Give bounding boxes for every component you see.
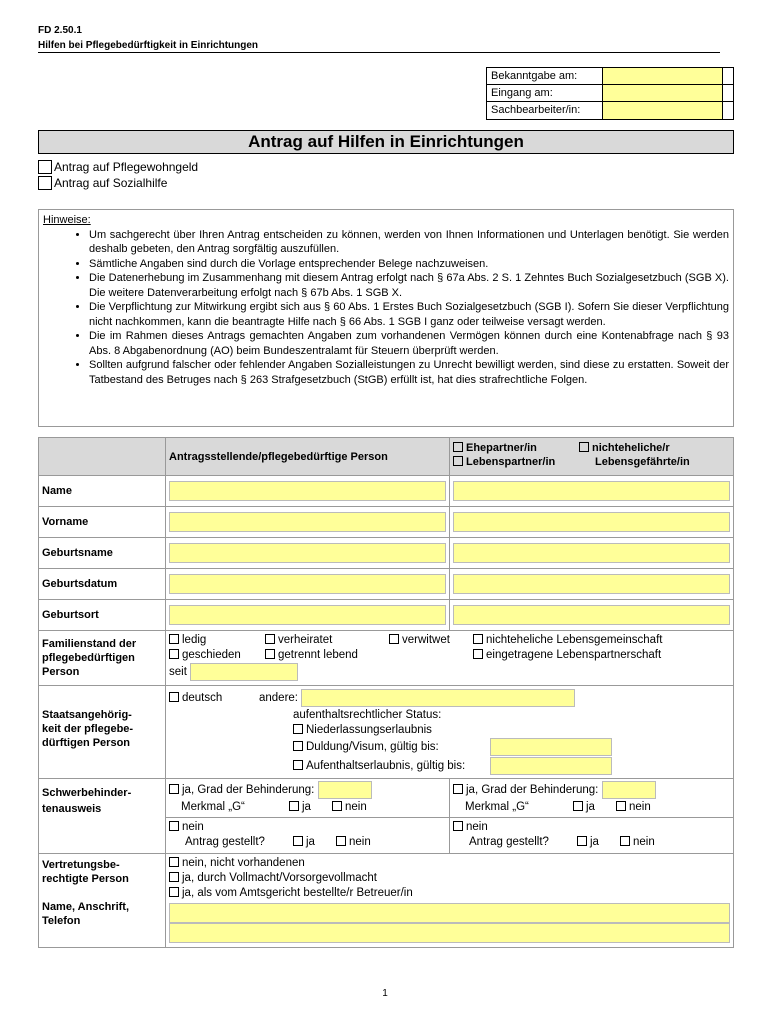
lebensgefaehrte-checkbox[interactable] <box>579 442 589 452</box>
ehepartner-checkbox[interactable] <box>453 442 463 452</box>
name-label: Name <box>39 476 166 507</box>
partner-grad-field[interactable] <box>602 781 656 799</box>
partner-schwer-ja-checkbox[interactable] <box>453 784 463 794</box>
note-item: • Sollten aufgrund falscher oder fehlender Angaben Sozialleistungen zu Unrecht bewilligt werden, sind diese zu erstatten. Soweit der Tatbestand des Betruges nach § 263 Strafgesetzbuch (StGB) erfüllt ist, hat dies strafrechtliche Folgen. <box>89 358 729 387</box>
staat-label: Staatsangehörig- keit der pflegebe- dürftigen Person <box>39 686 166 779</box>
merkmal-ja-checkbox[interactable] <box>289 801 299 811</box>
vorname-label: Vorname <box>39 507 166 538</box>
office-box <box>486 67 734 120</box>
nichtehelich-checkbox[interactable] <box>473 634 483 644</box>
col-partner-header: Ehepartner/in Lebenspartner/in nichteheliche/r Lebensgefährte/in <box>450 438 734 476</box>
antrag-ja-checkbox[interactable] <box>293 836 303 846</box>
seit-field[interactable] <box>190 663 298 681</box>
schwer-label: Schwerbehinder- tenausweis <box>39 779 166 854</box>
partner-name-field[interactable] <box>453 481 730 501</box>
bekanntgabe-field[interactable] <box>603 68 723 84</box>
note-item: • Die im Rahmen dieses Antrags gemachten Angaben zum vorhandenen Vermögen können durch eine Kontenabfrage nach § 93 Abs. 8 Abgabenordnung (AO) beim Bundeszentralamt für Steuern überprüft werden. <box>89 329 729 358</box>
pflegewohngeld-checkbox[interactable] <box>38 160 52 174</box>
partner-schwer-antrag-cell: nein Antrag gestellt? ja nein <box>450 818 734 854</box>
vertretung-field-1[interactable] <box>169 903 730 923</box>
eingang-label: Eingang am: <box>487 85 603 101</box>
aufenthalt-checkbox[interactable] <box>293 760 303 770</box>
aufenthalt-field[interactable] <box>490 757 612 775</box>
partner-merkmal-ja-checkbox[interactable] <box>573 801 583 811</box>
note-item: • Um sachgerecht über Ihren Antrag entscheiden zu können, werden von Ihnen Informationen und Unterlagen benötigt. Sie werden deshalb gebeten, den Antrag sorgfältig auszufüllen. <box>89 228 729 257</box>
geburtsdatum-field[interactable] <box>169 574 446 594</box>
vertretung-cell: nein, nicht vorhandenen ja, durch Vollmacht/Vorsorgevollmacht ja, als vom Amtsgericht bestellte/r Betreuer/in <box>166 854 734 948</box>
niederlassung-checkbox[interactable] <box>293 724 303 734</box>
form-subtitle: Hilfen bei Pflegebedürftigkeit in Einrichtungen <box>38 40 720 53</box>
vertretung-betreuer-checkbox[interactable] <box>169 887 179 897</box>
sachbearbeiter-field[interactable] <box>603 102 723 119</box>
partner-antrag-ja-checkbox[interactable] <box>577 836 587 846</box>
schwer-partner-cell: ja, Grad der Behinderung: Merkmal „G“ ja nein <box>450 779 734 818</box>
form-title: Antrag auf Hilfen in Einrichtungen <box>38 130 734 154</box>
partner-geburtsname-field[interactable] <box>453 543 730 563</box>
verwitwet-checkbox[interactable] <box>389 634 399 644</box>
notes-box <box>38 209 734 427</box>
vertretung-nein-checkbox[interactable] <box>169 857 179 867</box>
option-sozialhilfe: Antrag auf Sozialhilfe <box>38 176 167 190</box>
vertretung-label: Vertretungsbe- rechtigte Person Name, Anschrift, Telefon <box>39 854 166 948</box>
familienstand-cell: ledig verheiratet verwitwet nichteheliche Lebensgemeinschaft geschieden getrennt lebend eingetragene Lebenspartnerschaft seit <box>166 631 734 686</box>
vertretung-field-2[interactable] <box>169 923 730 943</box>
staat-cell: deutsch andere: aufenthaltsrechtlicher Status: Niederlassungserlaubnis Duldung/Visum, gültig bis: Aufenthaltserlaubnis, gültig bis: <box>166 686 734 779</box>
eingang-field[interactable] <box>603 85 723 101</box>
familienstand-label: Familienstand der pflegebedürftigen Person <box>39 631 166 686</box>
name-field[interactable] <box>169 481 446 501</box>
option-pflegewohngeld: Antrag auf Pflegewohngeld <box>38 160 198 174</box>
partner-merkmal-nein-checkbox[interactable] <box>616 801 626 811</box>
col-person-header: Antragsstellende/pflegebedürftige Person <box>166 438 450 476</box>
geschieden-checkbox[interactable] <box>169 649 179 659</box>
andere-field[interactable] <box>301 689 575 707</box>
getrennt-checkbox[interactable] <box>265 649 275 659</box>
form-code: FD 2.50.1 <box>38 25 82 36</box>
geburtsdatum-label: Geburtsdatum <box>39 569 166 600</box>
geburtsort-label: Geburtsort <box>39 600 166 631</box>
antrag-nein-checkbox[interactable] <box>336 836 346 846</box>
note-item: • Die Verpflichtung zur Mitwirkung ergibt sich aus § 60 Abs. 1 Erstes Buch Sozialgesetzbuch (SGB I). Sofern Sie dieser Verpflichtung nicht nachkommen, kann die beantragte Hilfe nach § 66 Abs. 1 SGB I ganz oder teilweise versagt werden. <box>89 300 729 329</box>
deutsch-checkbox[interactable] <box>169 692 179 702</box>
geburtsname-field[interactable] <box>169 543 446 563</box>
schwer-antrag-cell: nein Antrag gestellt? ja nein <box>166 818 450 854</box>
note-item: • Die Datenerhebung im Zusammenhang mit diesem Antrag erfolgt nach § 67a Abs. 2 S. 1 Zehntes Buch Sozialgesetzbuch (SGB X). Die weitere Datenverarbeitung erfolgt nach § 67b Abs. 1 SGB X. <box>89 271 729 300</box>
eingetragen-checkbox[interactable] <box>473 649 483 659</box>
ledig-checkbox[interactable] <box>169 634 179 644</box>
schwer-nein-checkbox[interactable] <box>169 821 179 831</box>
vertretung-vollmacht-checkbox[interactable] <box>169 872 179 882</box>
person-table <box>38 437 734 948</box>
partner-geburtsdatum-field[interactable] <box>453 574 730 594</box>
partner-geburtsort-field[interactable] <box>453 605 730 625</box>
notes-title: Hinweise: <box>43 214 91 226</box>
lebenspartner-checkbox[interactable] <box>453 456 463 466</box>
geburtsname-label: Geburtsname <box>39 538 166 569</box>
partner-schwer-nein-checkbox[interactable] <box>453 821 463 831</box>
bekanntgabe-label: Bekanntgabe am: <box>487 68 603 84</box>
duldung-checkbox[interactable] <box>293 741 303 751</box>
geburtsort-field[interactable] <box>169 605 446 625</box>
sachbearbeiter-label: Sachbearbeiter/in: <box>487 102 603 119</box>
sozialhilfe-checkbox[interactable] <box>38 176 52 190</box>
note-item: • Sämtliche Angaben sind durch die Vorlage entsprechender Belege nachzuweisen. <box>89 257 729 272</box>
grad-field[interactable] <box>318 781 372 799</box>
vorname-field[interactable] <box>169 512 446 532</box>
schwer-ja-checkbox[interactable] <box>169 784 179 794</box>
partner-antrag-nein-checkbox[interactable] <box>620 836 630 846</box>
verheiratet-checkbox[interactable] <box>265 634 275 644</box>
seit-label: seit <box>169 666 187 679</box>
duldung-field[interactable] <box>490 738 612 756</box>
merkmal-nein-checkbox[interactable] <box>332 801 342 811</box>
schwer-person-cell: ja, Grad der Behinderung: Merkmal „G“ ja nein <box>166 779 450 818</box>
page-number: 1 <box>382 988 388 999</box>
partner-vorname-field[interactable] <box>453 512 730 532</box>
